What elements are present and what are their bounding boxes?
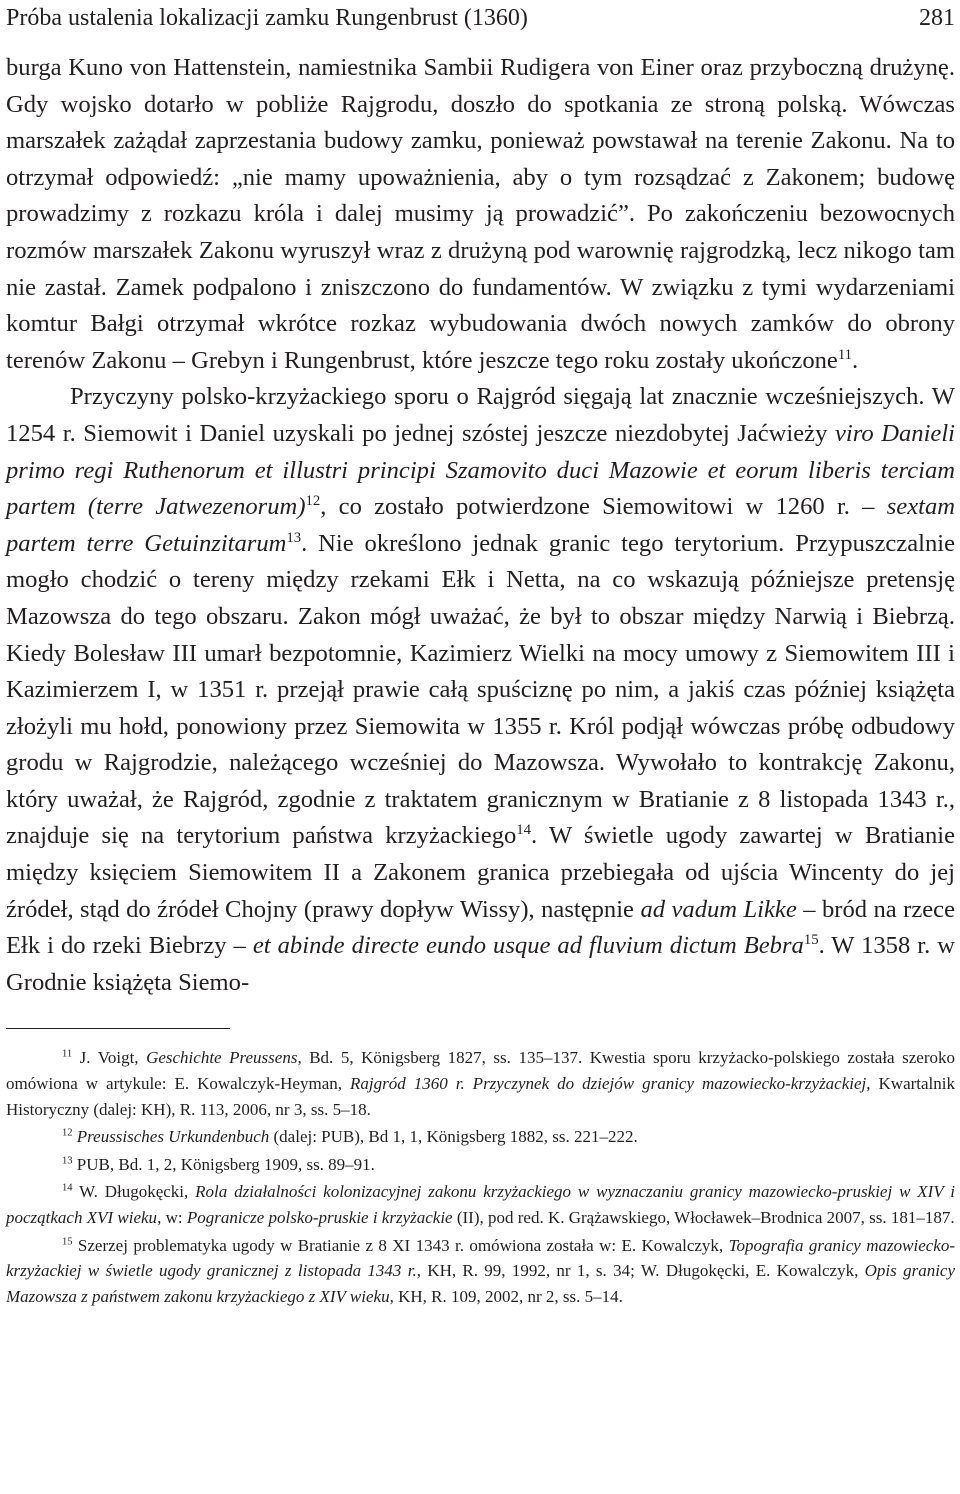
text-segment: . W 1358 r. w Grodnie książęta Siemo- xyxy=(6,932,955,996)
latin-quote: ad vadum Likke xyxy=(640,895,797,923)
text-segment: burga Kuno von Hattenstein, namiestnika Sambii Rudigera von Einer oraz przyboczną drużynę. Gdy wojsko dotarło w pobliże Rajgrodu, doszło do spotkania ze stroną polską. Wówczas marszałek zażądał zaprzestania budowy zamku, ponieważ powstawał na terenie Zakonu. Na to otrzymał odpowiedź: „nie mamy upoważnienia, aby o tym rozsądzać z Zakonem; budowę prowadzimy z rozkazu króla i dalej musimy ją prowadzić”. Po zakończeniu bezowocnych rozmów marszałek Zakonu wyruszył wraz z drużyną pod warownię rajgrodzką, lecz nikogo tam nie zastał. Zamek podpalono i zniszczono do fundamentów. W związku z tymi wydarzeniami komtur Bałgi otrzymał wkrótce rozkaz wybudowania dwóch nowych zamków do obrony terenów Zakonu – Grebyn i Rungenbrust, które jeszcze tego roku zostały ukończone xyxy=(6,54,955,374)
footnote-title: Pogranicze polsko-pruskie i krzyżackie xyxy=(186,1208,453,1227)
footnote-text: J. Voigt, xyxy=(72,1048,147,1068)
footnote-text: , w: xyxy=(157,1208,187,1227)
footnote-text: (dalej: PUB), Bd 1, 1, Königsberg 1882, ss. 221–222. xyxy=(269,1127,638,1147)
footnote-13 xyxy=(6,1152,955,1178)
footnote-title: Opis granicy Mazowsza z państwem zakonu krzyżackiego z XIV wieku xyxy=(6,1261,956,1306)
footnote-text: Szerzej problematyka ugody w Bratianie z 8 XI 1343 r. omówiona została w: E. Kowalczyk, xyxy=(72,1235,729,1255)
paragraph-1 xyxy=(6,50,955,379)
footnote-number: 14 xyxy=(62,1182,73,1194)
footnote-ref-12: 12 xyxy=(305,492,321,509)
footnote-14 xyxy=(6,1179,955,1230)
footnote-text: (II), pod red. K. Grążawskiego, Włocławek–Brodnica 2007, ss. 181–187. xyxy=(452,1208,955,1227)
text-segment: , co zostało potwierdzone Siemowitowi w 1260 r. – xyxy=(320,493,887,521)
footnote-text: , Kwartalnik Historyczny (dalej: KH), R. 113, 2006, nr 3, ss. 5–18. xyxy=(6,1074,956,1119)
footnote-title: Geschichte Preussens xyxy=(146,1048,298,1068)
footnote-text: , Bd. 5, Königsberg 1827, ss. 135–137. Kwestia sporu krzyżacko-polskiego została szeroko omówiona w artykule: E. Kowalczyk-Heyman, xyxy=(6,1048,956,1094)
footnote-15 xyxy=(6,1233,955,1310)
footnote-11 xyxy=(6,1045,955,1122)
running-title: Próba ustalenia lokalizacji zamku Rungenbrust (1360) xyxy=(6,5,528,31)
footnote-ref-13: 13 xyxy=(286,529,302,546)
text-segment: . Nie określono jednak granic tego terytorium. Przypuszczalnie mogło chodzić o tereny między rzekami Ełk i Netta, na co wskazują późniejsze pretensję Mazowsza do tego obszaru. Zakon mógł uważać, że był to obszar między Narwią i Biebrzą. Kiedy Bolesław III umarł bezpotomnie, Kazimierz Wielki na mocy umowy z Siemowitem III i Kazimierzem I, w 1351 r. przejął prawie całą spuściznę po nim, a jakiś czas później książęta złożyli mu hołd, ponowiony przez Siemowita w 1355 r. Król podjął wówczas próbę odbudowy grodu w Rajgrodzie, należącego wcześniej do Mazowsza. Wywołało to kontrakcję Zakonu, który uważał, że Rajgród, zgodnie z traktatem granicznym w Bratianie z 8 listopada 1343 r., znajduje się na terytorium państwa krzyżackiego xyxy=(6,529,955,850)
footnote-number: 12 xyxy=(62,1127,73,1139)
footnote-ref-15: 15 xyxy=(803,932,819,949)
footnote-ref-11: 11 xyxy=(837,346,853,363)
text-segment: . xyxy=(852,346,859,374)
text-segment: – bród na rzece Ełk i do rzeki Biebrzy – xyxy=(6,895,956,960)
footnote-12 xyxy=(6,1124,955,1150)
footnote-title: Rajgród 1360 r. Przyczynek do dziejów granicy mazowiecko-krzyżackiej xyxy=(350,1074,867,1094)
paragraph-2 xyxy=(6,379,955,1001)
footnote-number: 13 xyxy=(62,1155,73,1167)
latin-quote: et abinde directe eundo usque ad fluvium dictum Bebra xyxy=(252,932,804,960)
footnote-title: Topografia granicy mazowiecko-krzyżackiej w świetle ugody granicznej z listopada 1343 r. xyxy=(6,1235,955,1281)
footnote-text: W. Długokęcki, xyxy=(72,1182,196,1202)
latin-quote: viro Danieli primo regi Ruthenorum et illustri principi Szamovito duci Mazowie et eorum liberis terciam partem (terre Jatwezenorum) xyxy=(6,419,956,521)
footnote-text: PUB, Bd. 1, 2, Königsberg 1909, ss. 89–91. xyxy=(72,1154,375,1174)
footnote-ref-14: 14 xyxy=(516,822,532,839)
footnote-number: 15 xyxy=(62,1235,73,1247)
footnote-number: 11 xyxy=(62,1048,73,1060)
footnote-text: , KH, R. 109, 2002, nr 2, ss. 5–14. xyxy=(389,1286,623,1306)
footnote-text: , KH, R. 99, 1992, nr 1, s. 34; W. Długokęcki, E. Kowalczyk, xyxy=(416,1261,865,1281)
footnote-title: Preussisches Urkundenbuch xyxy=(76,1127,270,1147)
main-text xyxy=(6,50,955,1001)
latin-quote: sextam partem terre Getuinzitarum xyxy=(6,493,955,557)
text-segment: . W świetle ugody zawartej w Bratianie między księciem Siemowitem II a Zakonem granica przebiegała od ujścia Wincenty do jej źródeł, stąd do źródeł Chojny (prawy dopływ Wissy), następnie xyxy=(6,822,955,923)
footnote-title: Rola działalności kolonizacyjnej zakonu krzyżackiego w wyznaczaniu granicy mazowiecko-pruskiej w XIV i początkach XVI wieku xyxy=(6,1182,955,1227)
footnotes xyxy=(6,1045,955,1309)
page-number: 281 xyxy=(919,5,955,31)
page-header xyxy=(6,0,955,38)
text-segment: Przyczyny polsko-krzyżackiego sporu o Rajgród sięgają lat znacznie wcześniejszych. W 1254 r. Siemowit i Daniel uzyskali po jednej szóstej jeszcze niezdobytej Jaćwieży xyxy=(6,383,955,447)
footnote-separator xyxy=(6,1028,230,1029)
